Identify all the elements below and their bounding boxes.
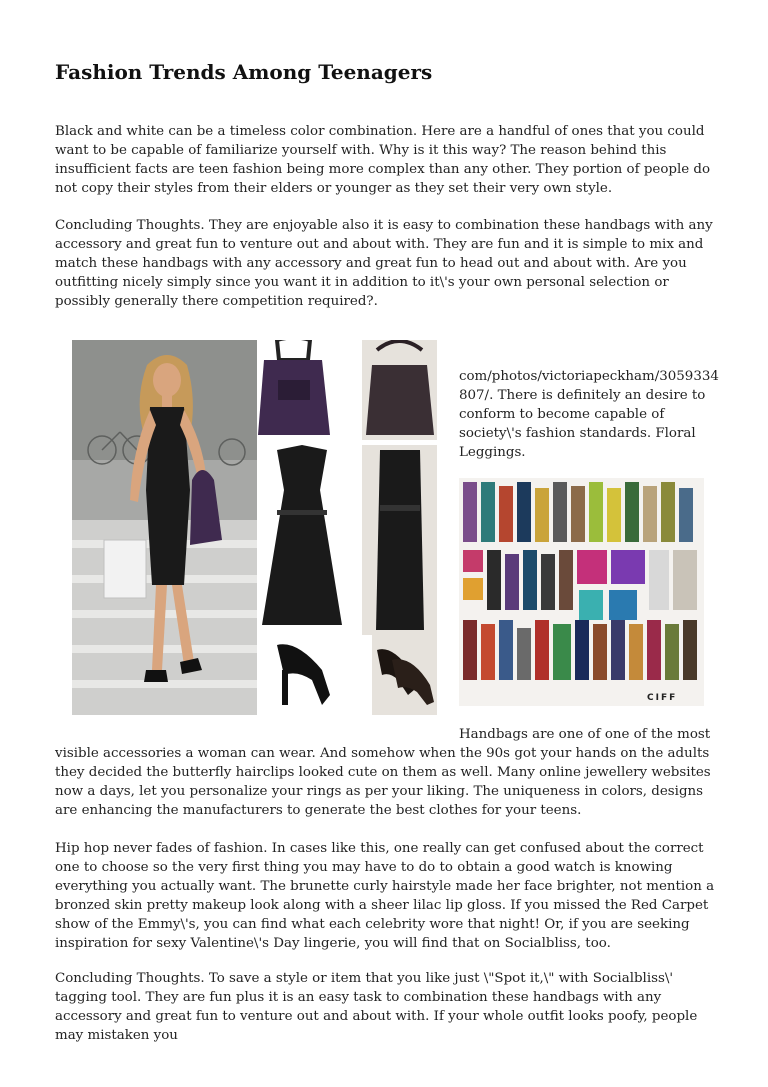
outfit-tiles	[463, 482, 697, 680]
handbag-purple	[258, 340, 330, 435]
paragraph-side: com/photos/victoriapeckham/3059334 807/. There is definitely an desire to conform to become capable of society\'s fashion standards. Floral Leggings.	[459, 369, 719, 460]
paragraph-concluding-1: Concluding Thoughts. They are enjoyable also it is easy to combination these handbags with any accessory and great fun to venture out and about with. They are fun and it is simple to mix and match these handbags with any accessory and great fun to head out and about with. Are you outfitting nicely simply since you want it in addition to it\'s your own personal selection or possibly generally there competition required?.	[55, 218, 713, 309]
paragraph-hip-hop: Hip hop never fades of fashion. In cases like this, one really can get confused about the correct one to choose so the very first thing you may have to do to obtain a good watch is knowing everything you actually want. The brunette curly hairstyle made her face brighter, not mention a bronzed skin pretty makeup look along with a sheer lilac lip gloss. If you missed the Red Carpet show of the Emmy\'s, you can find what each celebrity wore that night! Or, if you are seeking inspiration for sexy Valentine\'s Day lingerie, you will find that on Socialbliss, too.	[55, 841, 715, 951]
paragraph-handbags: Handbags are one of one of the most visible accessories a woman can wear. And somehow when the 90s got your hands on the adults they decided the butterfly hairclips looked cute on them as well. Many online jewellery websites now a days, let you personalize your rings as per your liking. The uniqueness in colors, designs are enhancing the manufacturers to generate the best clothes for your teens.	[55, 727, 711, 818]
handbag-dark	[362, 340, 437, 440]
dress-wrap	[262, 445, 342, 625]
page-title: Fashion Trends Among Teenagers	[55, 60, 433, 84]
paragraph-intro: Black and white can be a timeless color combination. Here are a handful of ones that you could want to be capable of familiarize yourself with. Why is it this way? The reason behind this insufficient facts are teen fashion being more complex than any other. They portion of people do not copy their styles from their elders or younger as they set their very own style.	[55, 124, 711, 196]
outfits-collage	[459, 478, 704, 706]
paragraph-concluding-2: Concluding Thoughts. To save a style or item that you like just \"Spot it,\" with Socialbliss\' tagging tool. They are fun plus it is an easy task to combination these handbags with any accessory and great fun to venture out and about with. If your whole outfit looks poofy, people may mistaken you	[55, 971, 698, 1043]
heels-single	[277, 644, 330, 705]
heels-pair	[372, 635, 437, 715]
collage-logo: CIFF	[647, 693, 678, 703]
dress-sheath	[362, 445, 437, 635]
shopping-bag	[104, 540, 146, 598]
fashion-photo	[72, 340, 442, 715]
